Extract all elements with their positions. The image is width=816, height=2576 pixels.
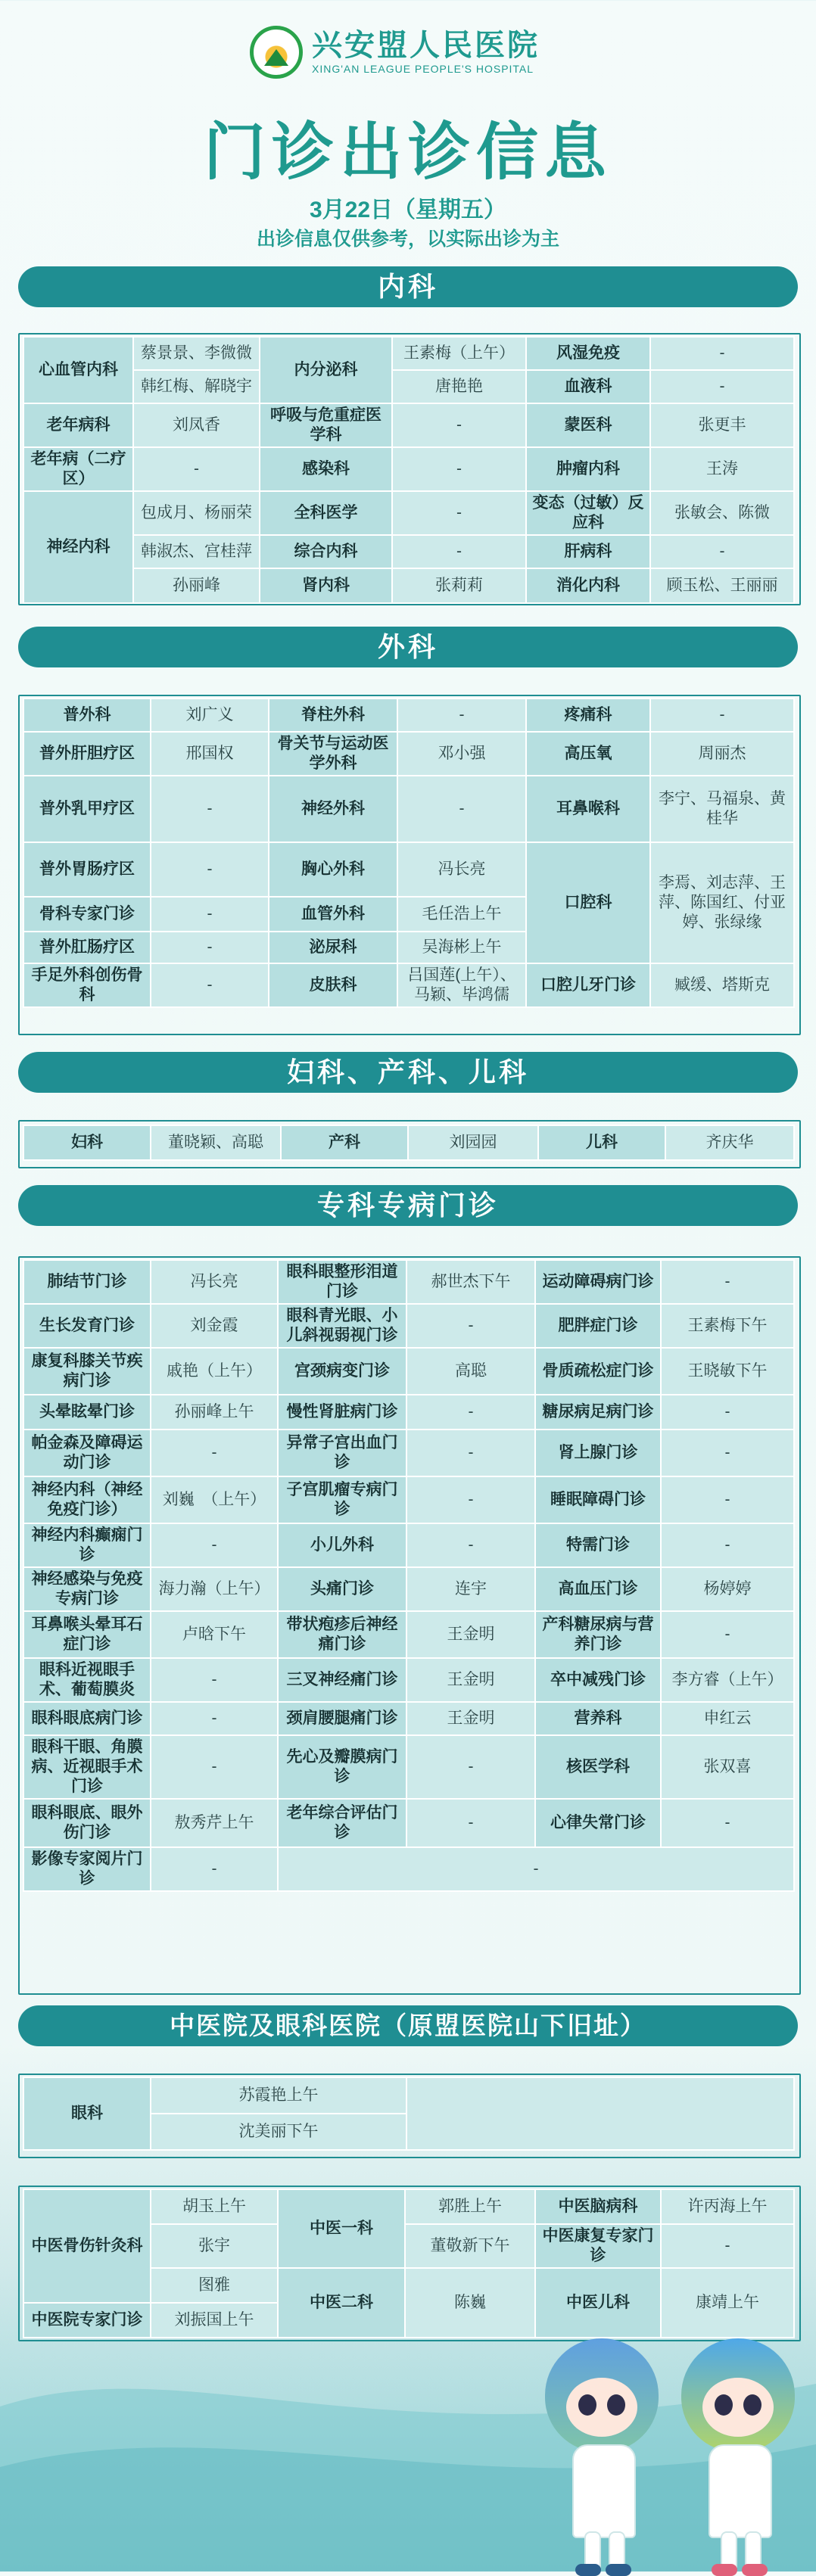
dept-cell: 普外胃肠疗区 [23, 842, 151, 897]
dept-cell: 普外科 [23, 698, 151, 732]
dept-cell: 消化内科 [526, 568, 650, 603]
disclaimer-note: 出诊信息仅供参考，以实际出诊为主 [256, 229, 559, 250]
doctor-cell: - [406, 1523, 535, 1567]
dept-cell: 肿瘤内科 [526, 447, 650, 491]
doctor-cell: 蔡景景、李微微 [133, 337, 260, 370]
doctor-cell: 孙丽峰上午 [151, 1395, 278, 1430]
table-neike [23, 336, 795, 604]
doctor-cell: 沈美丽下午 [151, 2114, 406, 2150]
doctor-cell: 刘振国上午 [151, 2303, 278, 2338]
doctor-cell: 敖秀芹上午 [151, 1799, 278, 1847]
dept-cell: 变态（过敏）反应科 [526, 491, 650, 535]
hospital-name-en: XING'AN LEAGUE PEOPLE'S HOSPITAL [312, 63, 534, 75]
dept-cell: 普外肝胆疗区 [23, 732, 151, 776]
doctor-cell: - [650, 337, 794, 370]
dept-cell: 血液科 [526, 370, 650, 403]
clinic-cell: 眼科近视眼手术、葡萄膜炎 [23, 1658, 151, 1702]
clinic-cell: 头晕眩晕门诊 [23, 1395, 151, 1430]
doctor-cell: 包成月、杨丽荣 [133, 491, 260, 535]
clinic-cell: 糖尿病足病门诊 [535, 1395, 661, 1430]
dept-cell: 手足外科创伤骨科 [23, 963, 151, 1007]
doctor-cell: 李方睿（上午） [661, 1658, 794, 1702]
doctor-cell: 董晓颖、高聪 [151, 1125, 281, 1160]
doctor-cell: - [392, 491, 526, 535]
dept-cell: 产科 [281, 1125, 408, 1160]
clinic-cell: 眼科眼底病门诊 [23, 1702, 151, 1735]
date-line: 3月22日（星期五） [309, 198, 507, 222]
doctor-cell: 吴海彬上午 [397, 932, 526, 963]
clinic-cell: 康复科膝关节疾病门诊 [23, 1348, 151, 1395]
doctor-cell: - [278, 1847, 794, 1891]
doctor-cell: 张敏会、陈微 [650, 491, 794, 535]
clinic-cell: 心律失常门诊 [535, 1799, 661, 1847]
dept-cell: 口腔科 [526, 842, 650, 963]
doctor-cell: - [151, 1735, 278, 1799]
clinic-cell: 神经感染与免疫专病门诊 [23, 1567, 151, 1611]
hospital-logo-icon [250, 26, 303, 79]
table-yanke [23, 2077, 795, 2151]
doctor-cell: - [151, 842, 269, 897]
doctor-cell: - [397, 776, 526, 842]
hospital-brand [250, 26, 540, 79]
clinic-cell: 肥胖症门诊 [535, 1304, 661, 1348]
doctor-cell: 冯长亮 [151, 1260, 278, 1304]
clinic-cell: 颈肩腰腿痛门诊 [278, 1702, 406, 1735]
doctor-cell: - [650, 370, 794, 403]
section-header-neike: 内科 [18, 266, 798, 307]
clinic-cell: 核医学科 [535, 1735, 661, 1799]
clinic-cell: 子宫肌瘤专病门诊 [278, 1476, 406, 1523]
doctor-cell: - [661, 1799, 794, 1847]
empty-cell [406, 2077, 794, 2150]
clinic-cell: 小儿外科 [278, 1523, 406, 1567]
dept-cell: 胸心外科 [269, 842, 397, 897]
dept-cell: 骨科专家门诊 [23, 897, 151, 932]
doctor-cell: 邓小强 [397, 732, 526, 776]
dept-cell: 中医脑病科 [535, 2189, 661, 2224]
dept-cell: 呼吸与危重症医学科 [260, 403, 392, 447]
doctor-cell: - [392, 447, 526, 491]
doctor-cell: 苏霞艳上午 [151, 2077, 406, 2114]
dept-cell: 泌尿科 [269, 932, 397, 963]
dept-cell: 神经外科 [269, 776, 397, 842]
doctor-cell: - [406, 1476, 535, 1523]
clinic-cell: 肾上腺门诊 [535, 1430, 661, 1476]
clinic-cell: 神经内科癫痫门诊 [23, 1523, 151, 1567]
dept-cell: 全科医学 [260, 491, 392, 535]
clinic-cell: 骨质疏松症门诊 [535, 1348, 661, 1395]
clinic-cell: 眼科眼底、眼外伤门诊 [23, 1799, 151, 1847]
doctor-cell: 王素梅下午 [661, 1304, 794, 1348]
doctor-cell: 张莉莉 [392, 568, 526, 603]
section-header-waike: 外科 [18, 627, 798, 667]
clinic-cell: 带状疱疹后神经痛门诊 [278, 1611, 406, 1658]
doctor-cell: - [406, 1430, 535, 1476]
dept-cell: 血管外科 [269, 897, 397, 932]
doctor-cell: 杨婷婷 [661, 1567, 794, 1611]
doctor-cell: 齐庆华 [665, 1125, 794, 1160]
clinic-cell: 头痛门诊 [278, 1567, 406, 1611]
doctor-cell: 戚艳（上午） [151, 1348, 278, 1395]
doctor-cell: 高聪 [406, 1348, 535, 1395]
table-waike [23, 698, 795, 1008]
mascot-right-icon [681, 2338, 795, 2573]
doctor-cell: - [406, 1304, 535, 1348]
doctor-cell: 董敬新下午 [405, 2224, 535, 2268]
dept-cell: 老年病（二疗区） [23, 447, 133, 491]
doctor-cell: 周丽杰 [650, 732, 794, 776]
doctor-cell: 孙丽峰 [133, 568, 260, 603]
section-header-zhongyi: 中医院及眼科医院（原盟医院山下旧址） [18, 2005, 798, 2046]
doctor-cell: 王晓敏下午 [661, 1348, 794, 1395]
doctor-cell: 刘巍 （上午） [151, 1476, 278, 1523]
doctor-cell: - [151, 1702, 278, 1735]
clinic-cell: 高血压门诊 [535, 1567, 661, 1611]
doctor-cell: 王金明 [406, 1658, 535, 1702]
doctor-cell: - [151, 963, 269, 1007]
doctor-cell: - [151, 932, 269, 963]
doctor-cell: 李焉、刘志萍、王萍、陈国红、付亚婷、张绿缘 [650, 842, 794, 963]
doctor-cell: - [151, 776, 269, 842]
doctor-cell: - [661, 1611, 794, 1658]
dept-cell: 妇科 [23, 1125, 151, 1160]
clinic-cell: 帕金森及障碍运动门诊 [23, 1430, 151, 1476]
doctor-cell: 韩淑杰、宫桂萍 [133, 535, 260, 568]
doctor-cell: 许丙海上午 [661, 2189, 794, 2224]
dept-cell: 皮肤科 [269, 963, 397, 1007]
dept-cell: 老年病科 [23, 403, 133, 447]
doctor-cell: 刘金霞 [151, 1304, 278, 1348]
dept-cell: 中医骨伤针灸科 [23, 2189, 151, 2303]
dept-cell: 脊柱外科 [269, 698, 397, 732]
doctor-cell: - [151, 897, 269, 932]
doctor-cell: 海力瀚（上午） [151, 1567, 278, 1611]
table-zhuanke [23, 1259, 795, 1892]
dept-cell: 综合内科 [260, 535, 392, 568]
doctor-cell: 郭胜上午 [405, 2189, 535, 2224]
doctor-cell: - [151, 1847, 278, 1891]
doctor-cell: - [151, 1658, 278, 1702]
dept-cell: 中医一科 [278, 2189, 405, 2268]
doctor-cell: 吕国莲(上午）、马颖、毕鸿儒 [397, 963, 526, 1007]
doctor-cell: - [650, 698, 794, 732]
clinic-cell: 三叉神经痛门诊 [278, 1658, 406, 1702]
dept-cell: 肝病科 [526, 535, 650, 568]
clinic-cell: 眼科干眼、角膜病、近视眼手术门诊 [23, 1735, 151, 1799]
dept-cell: 骨关节与运动医学外科 [269, 732, 397, 776]
doctor-cell: 顾玉松、王丽丽 [650, 568, 794, 603]
doctor-cell: 韩红梅、解晓宇 [133, 370, 260, 403]
dept-cell: 口腔儿牙门诊 [526, 963, 650, 1007]
clinic-cell: 慢性肾脏病门诊 [278, 1395, 406, 1430]
doctor-cell: 王金明 [406, 1702, 535, 1735]
doctor-cell: 李宁、马福泉、黄桂华 [650, 776, 794, 842]
doctor-cell: 王金明 [406, 1611, 535, 1658]
doctor-cell: - [397, 698, 526, 732]
doctor-cell: - [151, 1430, 278, 1476]
table-fuchan [23, 1125, 795, 1161]
doctor-cell: 刘广义 [151, 698, 269, 732]
dept-cell: 普外乳甲疗区 [23, 776, 151, 842]
dept-cell: 中医院专家门诊 [23, 2303, 151, 2338]
doctor-cell: - [392, 403, 526, 447]
clinic-cell: 睡眠障碍门诊 [535, 1476, 661, 1523]
dept-cell: 中医二科 [278, 2268, 405, 2338]
doctor-cell: 邢国权 [151, 732, 269, 776]
clinic-cell: 肺结节门诊 [23, 1260, 151, 1304]
clinic-cell: 老年综合评估门诊 [278, 1799, 406, 1847]
dept-cell: 内分泌科 [260, 337, 392, 403]
doctor-cell: 图雅 [151, 2268, 278, 2303]
dept-cell: 眼科 [23, 2077, 151, 2150]
doctor-cell: - [133, 447, 260, 491]
doctor-cell: 张宇 [151, 2224, 278, 2268]
dept-cell: 中医儿科 [535, 2268, 661, 2338]
doctor-cell: - [406, 1735, 535, 1799]
dept-cell: 蒙医科 [526, 403, 650, 447]
dept-cell: 疼痛科 [526, 698, 650, 732]
doctor-cell: 王涛 [650, 447, 794, 491]
doctor-cell: 胡玉上午 [151, 2189, 278, 2224]
mascot-left-icon [545, 2338, 659, 2573]
clinic-cell: 特需门诊 [535, 1523, 661, 1567]
dept-cell: 耳鼻喉科 [526, 776, 650, 842]
doctor-cell: - [661, 1523, 794, 1567]
dept-cell: 神经内科 [23, 491, 133, 603]
clinic-cell: 影像专家阅片门诊 [23, 1847, 151, 1891]
doctor-cell: 郝世杰下午 [406, 1260, 535, 1304]
dept-cell: 肾内科 [260, 568, 392, 603]
section-header-zhuanke: 专科专病门诊 [18, 1185, 798, 1226]
doctor-cell: - [406, 1395, 535, 1430]
doctor-cell: 毛任浩上午 [397, 897, 526, 932]
doctor-cell: 刘凤香 [133, 403, 260, 447]
doctor-cell: 陈巍 [405, 2268, 535, 2338]
doctor-cell: - [406, 1799, 535, 1847]
dept-cell: 儿科 [538, 1125, 665, 1160]
clinic-cell: 营养科 [535, 1702, 661, 1735]
clinic-cell: 宫颈病变门诊 [278, 1348, 406, 1395]
doctor-cell: 康靖上午 [661, 2268, 794, 2338]
doctor-cell: 张双喜 [661, 1735, 794, 1799]
doctor-cell: 刘园园 [408, 1125, 538, 1160]
section-header-fuchan: 妇科、产科、儿科 [18, 1052, 798, 1093]
doctor-cell: - [661, 2224, 794, 2268]
doctor-cell: 申红云 [661, 1702, 794, 1735]
clinic-cell: 先心及瓣膜病门诊 [278, 1735, 406, 1799]
doctor-cell: 冯长亮 [397, 842, 526, 897]
doctor-cell: - [650, 535, 794, 568]
doctor-cell: - [661, 1476, 794, 1523]
dept-cell: 心血管内科 [23, 337, 133, 403]
doctor-cell: 王素梅（上午） [392, 337, 526, 370]
dept-cell: 中医康复专家门诊 [535, 2224, 661, 2268]
clinic-cell: 生长发育门诊 [23, 1304, 151, 1348]
doctor-cell: 卢晗下午 [151, 1611, 278, 1658]
dept-cell: 高压氧 [526, 732, 650, 776]
clinic-cell: 眼科眼整形泪道门诊 [278, 1260, 406, 1304]
doctor-cell: 张更丰 [650, 403, 794, 447]
doctor-cell: - [661, 1260, 794, 1304]
doctor-cell: - [661, 1395, 794, 1430]
doctor-cell: 连宇 [406, 1567, 535, 1611]
clinic-cell: 神经内科（神经免疫门诊） [23, 1476, 151, 1523]
clinic-cell: 眼科青光眼、小儿斜视弱视门诊 [278, 1304, 406, 1348]
clinic-cell: 运动障碍病门诊 [535, 1260, 661, 1304]
dept-cell: 感染科 [260, 447, 392, 491]
doctor-cell: 臧缓、塔斯克 [650, 963, 794, 1007]
clinic-cell: 卒中减残门诊 [535, 1658, 661, 1702]
doctor-cell: - [392, 535, 526, 568]
dept-cell: 普外肛肠疗区 [23, 932, 151, 963]
doctor-cell: 唐艳艳 [392, 370, 526, 403]
clinic-cell: 产科糖尿病与营养门诊 [535, 1611, 661, 1658]
clinic-cell: 异常子宫出血门诊 [278, 1430, 406, 1476]
page-title: 门诊出诊信息 [203, 118, 612, 187]
doctor-cell: - [151, 1523, 278, 1567]
hospital-name: 兴安盟人民医院 [312, 29, 540, 62]
clinic-cell: 耳鼻喉头晕耳石症门诊 [23, 1611, 151, 1658]
doctor-cell: - [661, 1430, 794, 1476]
dept-cell: 风湿免疫 [526, 337, 650, 370]
